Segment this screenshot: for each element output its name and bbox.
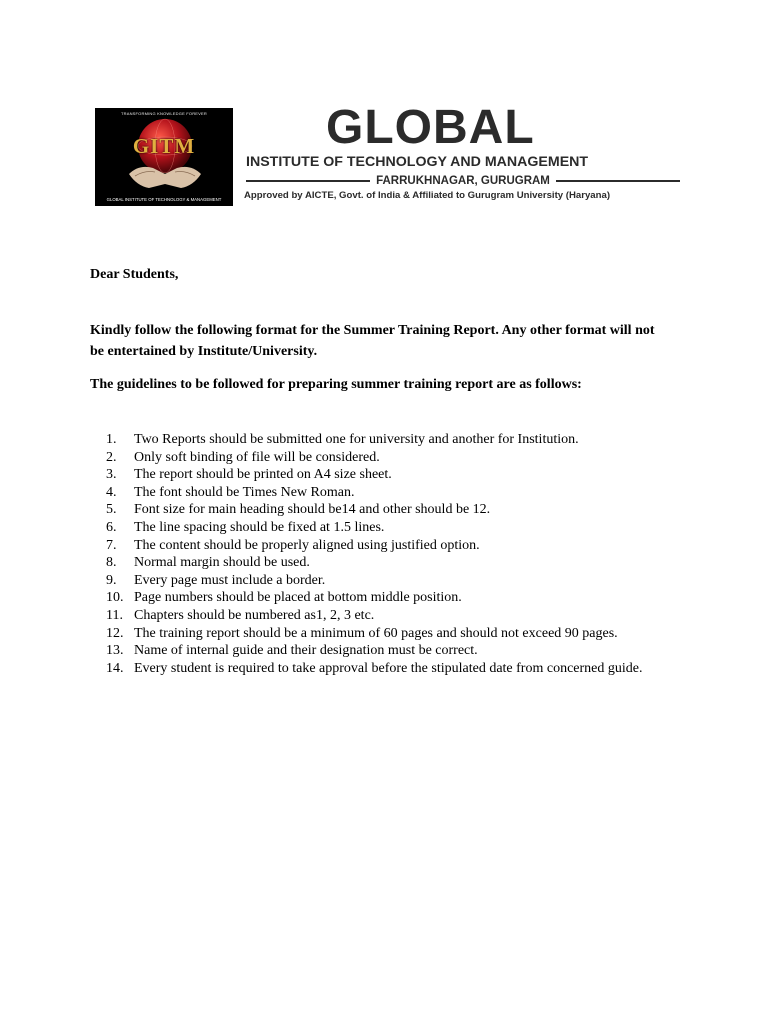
list-item: [106, 554, 666, 572]
logo-caption: GLOBAL INSTITUTE OF TECHNOLOGY & MANAGEMENT: [106, 197, 222, 202]
list-item: [106, 660, 666, 678]
list-item: [106, 572, 666, 590]
list-item: [106, 466, 666, 484]
list-item: [106, 519, 666, 537]
list-number: 1.: [106, 432, 117, 447]
list-text: The line spacing should be fixed at 1.5 lines.: [134, 519, 385, 535]
list-text: The report should be printed on A4 size sheet.: [134, 467, 392, 483]
list-text: Every student is required to take approval before the stipulated date from concerned guide.: [134, 660, 643, 676]
list-text: Page numbers should be placed at bottom middle position.: [134, 590, 462, 606]
institute-logo: [95, 108, 233, 206]
list-text: The font should be Times New Roman.: [134, 484, 355, 500]
list-number: 13.: [106, 643, 124, 659]
list-item: [106, 607, 666, 625]
list-number: 9.: [106, 572, 117, 588]
list-number: 4.: [106, 484, 117, 500]
divider-right: [556, 180, 680, 182]
approval-line: Approved by AICTE, Govt. of India & Affiliated to Gurugram University (Haryana): [244, 190, 611, 201]
list-text: Two Reports should be submitted one for university and another for Institution.: [134, 432, 579, 447]
list-text: Font size for main heading should be14 and other should be 12.: [134, 502, 491, 518]
list-number: 3.: [106, 467, 117, 483]
list-number: 5.: [106, 502, 117, 518]
list-number: 2.: [106, 449, 117, 465]
list-number: 14.: [106, 660, 124, 676]
logo-acronym: GITM: [132, 134, 196, 158]
list-number: 7.: [106, 537, 117, 553]
list-item: [106, 501, 666, 519]
list-text: The content should be properly aligned using justified option.: [134, 537, 480, 553]
divider-left: [246, 180, 370, 182]
list-number: 6.: [106, 519, 117, 535]
institute-subtitle: INSTITUTE OF TECHNOLOGY AND MANAGEMENT: [246, 154, 589, 170]
list-text: Normal margin should be used.: [134, 555, 310, 571]
guidelines-list: [106, 431, 666, 677]
institute-name: GLOBAL: [326, 101, 535, 154]
list-number: 11.: [106, 607, 123, 623]
list-text: Every page must include a border.: [134, 572, 326, 588]
list-number: 8.: [106, 555, 117, 571]
guidelines-heading: The guidelines to be followed for preparing summer training report are as follows:: [90, 377, 582, 392]
institute-location: FARRUKHNAGAR, GURUGRAM: [376, 175, 550, 187]
list-item: [106, 537, 666, 555]
intro-paragraph: Kindly follow the following format for the Summer Training Report. Any other format will not be entertained by Institute/University.: [90, 323, 655, 359]
list-number: 12.: [106, 625, 124, 641]
list-item: [106, 484, 666, 502]
list-text: Chapters should be numbered as1, 2, 3 etc.: [134, 607, 375, 623]
list-item: [106, 589, 666, 607]
list-text: Only soft binding of file will be considered.: [134, 449, 380, 465]
list-item: [106, 431, 666, 449]
list-text: The training report should be a minimum of 60 pages and should not exceed 90 pages.: [134, 625, 618, 641]
location-row: [246, 174, 680, 188]
greeting: Dear Students,: [90, 267, 179, 282]
list-item: [106, 625, 666, 643]
list-item: [106, 642, 666, 660]
logo-tagline: TRANSFORMING KNOWLEDGE FOREVER: [120, 111, 207, 116]
list-item: [106, 449, 666, 467]
list-number: 10.: [106, 590, 124, 606]
list-text: Name of internal guide and their designation must be correct.: [134, 643, 478, 659]
